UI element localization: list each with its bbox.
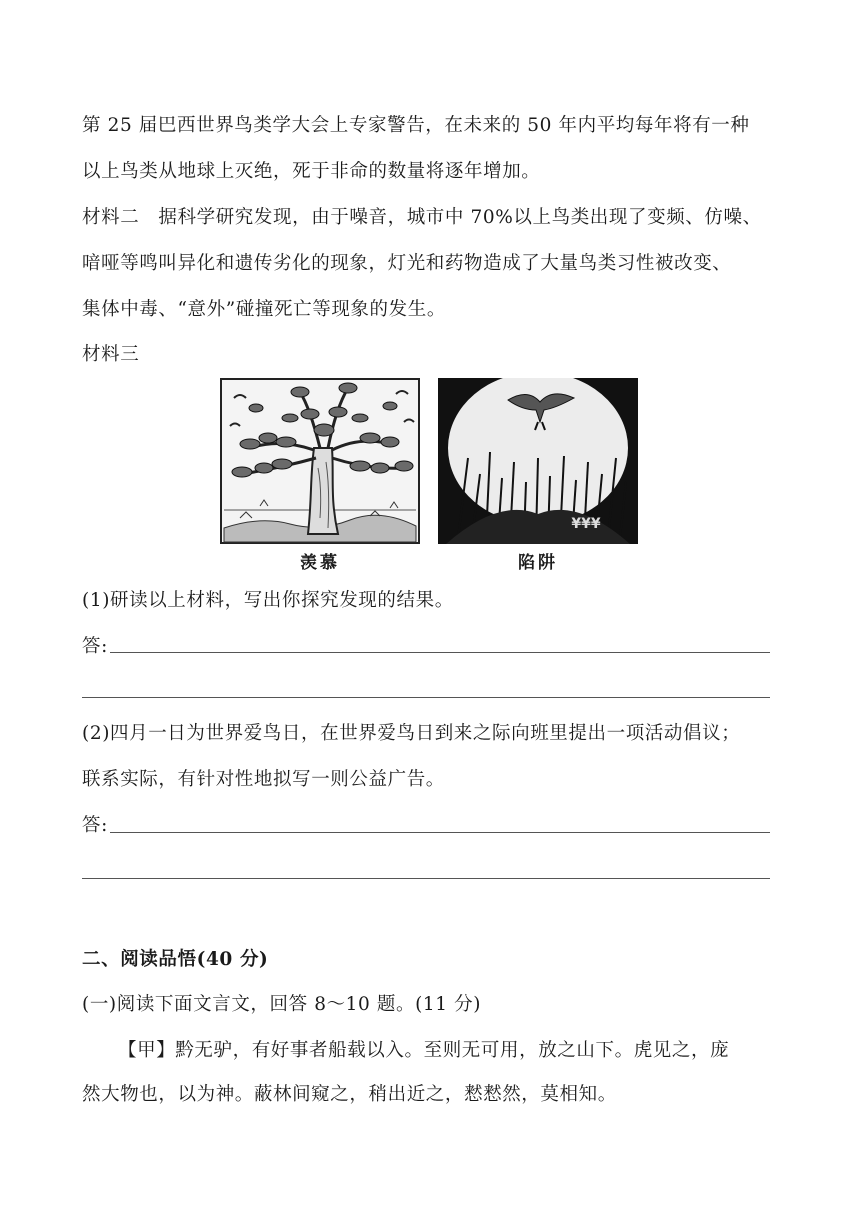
material-one-line-1: 第 25 届巴西世界鸟类学大会上专家警告，在未来的 50 年内平均每年将有一种 [82,115,750,136]
trap-cartoon [438,378,638,544]
cartoon-figure [216,374,644,576]
envy-cartoon [220,378,420,544]
yen-sign-text: ¥¥¥ [571,516,601,532]
section-two-heading: 二、阅读品悟(40 分) [82,949,269,970]
material-one-line-2: 以上鸟类从地球上灭绝，死于非命的数量将逐年增加。 [82,161,541,182]
envy-caption: 羡慕 [300,553,340,573]
section-two-subheading: (一)阅读下面文言文，回答 8～10 题。(11 分) [82,994,482,1015]
material-two-line-1: 材料二 据科学研究发现，由于噪音，城市中 70%以上鸟类出现了变频、仿噪、 [82,207,762,228]
trap-caption: 陷阱 [518,553,558,573]
question-2-answer-line-2[interactable] [82,878,770,879]
question-1-answer-label: 答: [82,636,108,657]
material-two-line-2: 喑哑等鸣叫异化和遗传劣化的现象，灯光和药物造成了大量鸟类习性被改变、 [82,253,732,274]
question-2-answer-label: 答: [82,815,108,836]
question-2-line-1: (2)四月一日为世界爱鸟日，在世界爱鸟日到来之际向班里提出一项活动倡议； [82,723,741,744]
material-three-label: 材料三 [82,344,140,365]
question-2-line-2: 联系实际，有针对性地拟写一则公益广告。 [82,769,445,790]
passage-line-2: 然大物也，以为神。蔽林间窥之，稍出近之，慭慭然，莫相知。 [82,1084,617,1105]
passage-line-1: 【甲】黔无驴，有好事者船载以入。至则无可用，放之山下。虎见之，庞 [118,1040,730,1061]
question-1-text: (1)研读以上材料，写出你探究发现的结果。 [82,590,454,611]
material-two-line-3: 集体中毒、“意外”碰撞死亡等现象的发生。 [82,299,446,320]
question-1-answer-line-2[interactable] [82,697,770,698]
question-1-answer-line-1[interactable] [110,652,770,653]
question-2-answer-line-1[interactable] [110,832,770,833]
